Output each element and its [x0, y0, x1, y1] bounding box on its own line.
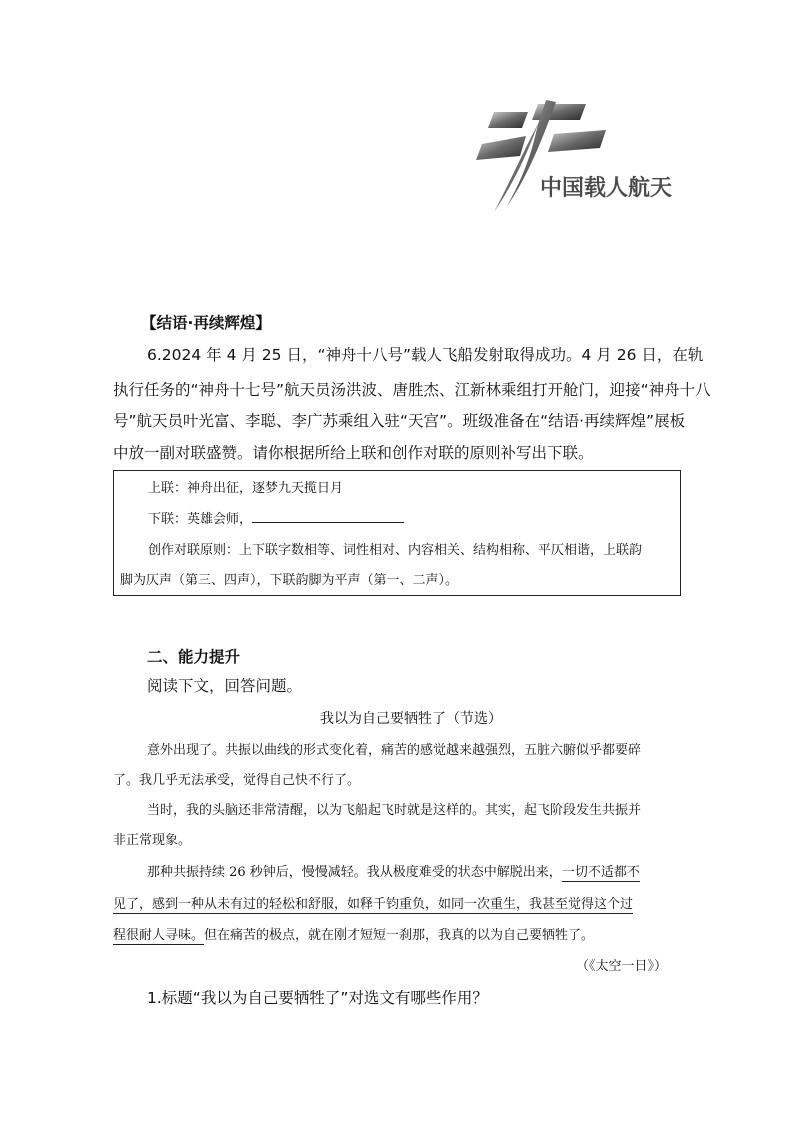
logo-bar-top-left — [488, 112, 528, 128]
logo-bar-top-right — [532, 104, 586, 120]
section-heading-conclusion: 【结语·再续辉煌】 — [141, 314, 271, 332]
underlined-sentence: 见了，感到一种从未有过的轻松和舒服，如释千钧重负，如同一次重生，我甚至觉得这个过 — [113, 897, 634, 912]
couplet-box — [113, 470, 681, 596]
logo-bar-mid-right — [548, 130, 606, 152]
question-1: 1.标题“我以为自己要牺牲了”对选文有哪些作用？ — [147, 989, 488, 1007]
passage-line: 意外出现了。共振以曲线的形式变化着，痛苦的感觉越来越强烈，五脏六腑似乎都要碎 — [147, 743, 642, 758]
couplet-rules: 创作对联原则：上下联字数相等、词性相对、内容相关、结构相称、平仄相谐，上联韵 — [148, 543, 643, 558]
underlined-sentence: 程很耐人寻味。 — [113, 928, 205, 943]
question-6-line: 执行任务的“神舟十七号”航天员汤洪波、唐胜杰、江新林乘组打开舱门，迎接“神舟十八 — [113, 381, 711, 399]
reading-instruction: 阅读下文，回答问题。 — [147, 677, 303, 695]
passage-text: 但在痛苦的极点，就在刚才短短一刹那，我真的以为自己要牺牲了。 — [204, 928, 595, 943]
lower-couplet-answer-blank[interactable] — [252, 508, 404, 523]
passage-line — [113, 889, 633, 921]
logo-text: 中国载人航天 — [540, 176, 673, 201]
passage-line: 非正常现象。 — [113, 833, 192, 848]
logo-bar-mid-left — [476, 136, 526, 160]
passage-source: （《太空一日》） — [576, 959, 668, 974]
question-6-line: 号”航天员叶光富、李聪、李广苏乘组入驻“天宫”。班级准备在“结语·再续辉煌”展板 — [113, 412, 686, 430]
lower-couplet-label: 下联：英雄会师， — [148, 512, 253, 527]
passage-title: 我以为自己要牺牲了（节选） — [320, 711, 502, 727]
upper-couplet: 上联：神舟出征，逐梦九天揽日月 — [148, 481, 344, 496]
question-6-line: 6.2024 年 4 月 25 日，“神舟十八号”载人飞船发射取得成功。4 月 26 日，在轨 — [147, 346, 704, 364]
section-heading-ability: 二、能力提升 — [147, 648, 241, 666]
passage-line: 当时，我的头脑还非常清醒，以为飞船起飞时就是这样的。其实，起飞阶段发生共振并 — [147, 803, 642, 818]
passage-line — [147, 857, 640, 889]
passage-text: 那种共振持续 26 秒钟后，慢慢减轻。我从极度难受的状态中解脱出来， — [147, 865, 562, 880]
passage-line — [113, 920, 594, 952]
passage-line: 了。我几乎无法承受，觉得自己快不行了。 — [113, 773, 361, 788]
couplet-rules: 脚为仄声（第三、四声），下联韵脚为平声（第一、二声）。 — [120, 573, 459, 588]
question-6-line: 中放一副对联盛赞。请你根据所给上联和创作对联的原则补写出下联。 — [113, 444, 594, 462]
lower-couplet-row — [148, 504, 404, 536]
underlined-sentence: 一切不适都不 — [561, 865, 640, 880]
